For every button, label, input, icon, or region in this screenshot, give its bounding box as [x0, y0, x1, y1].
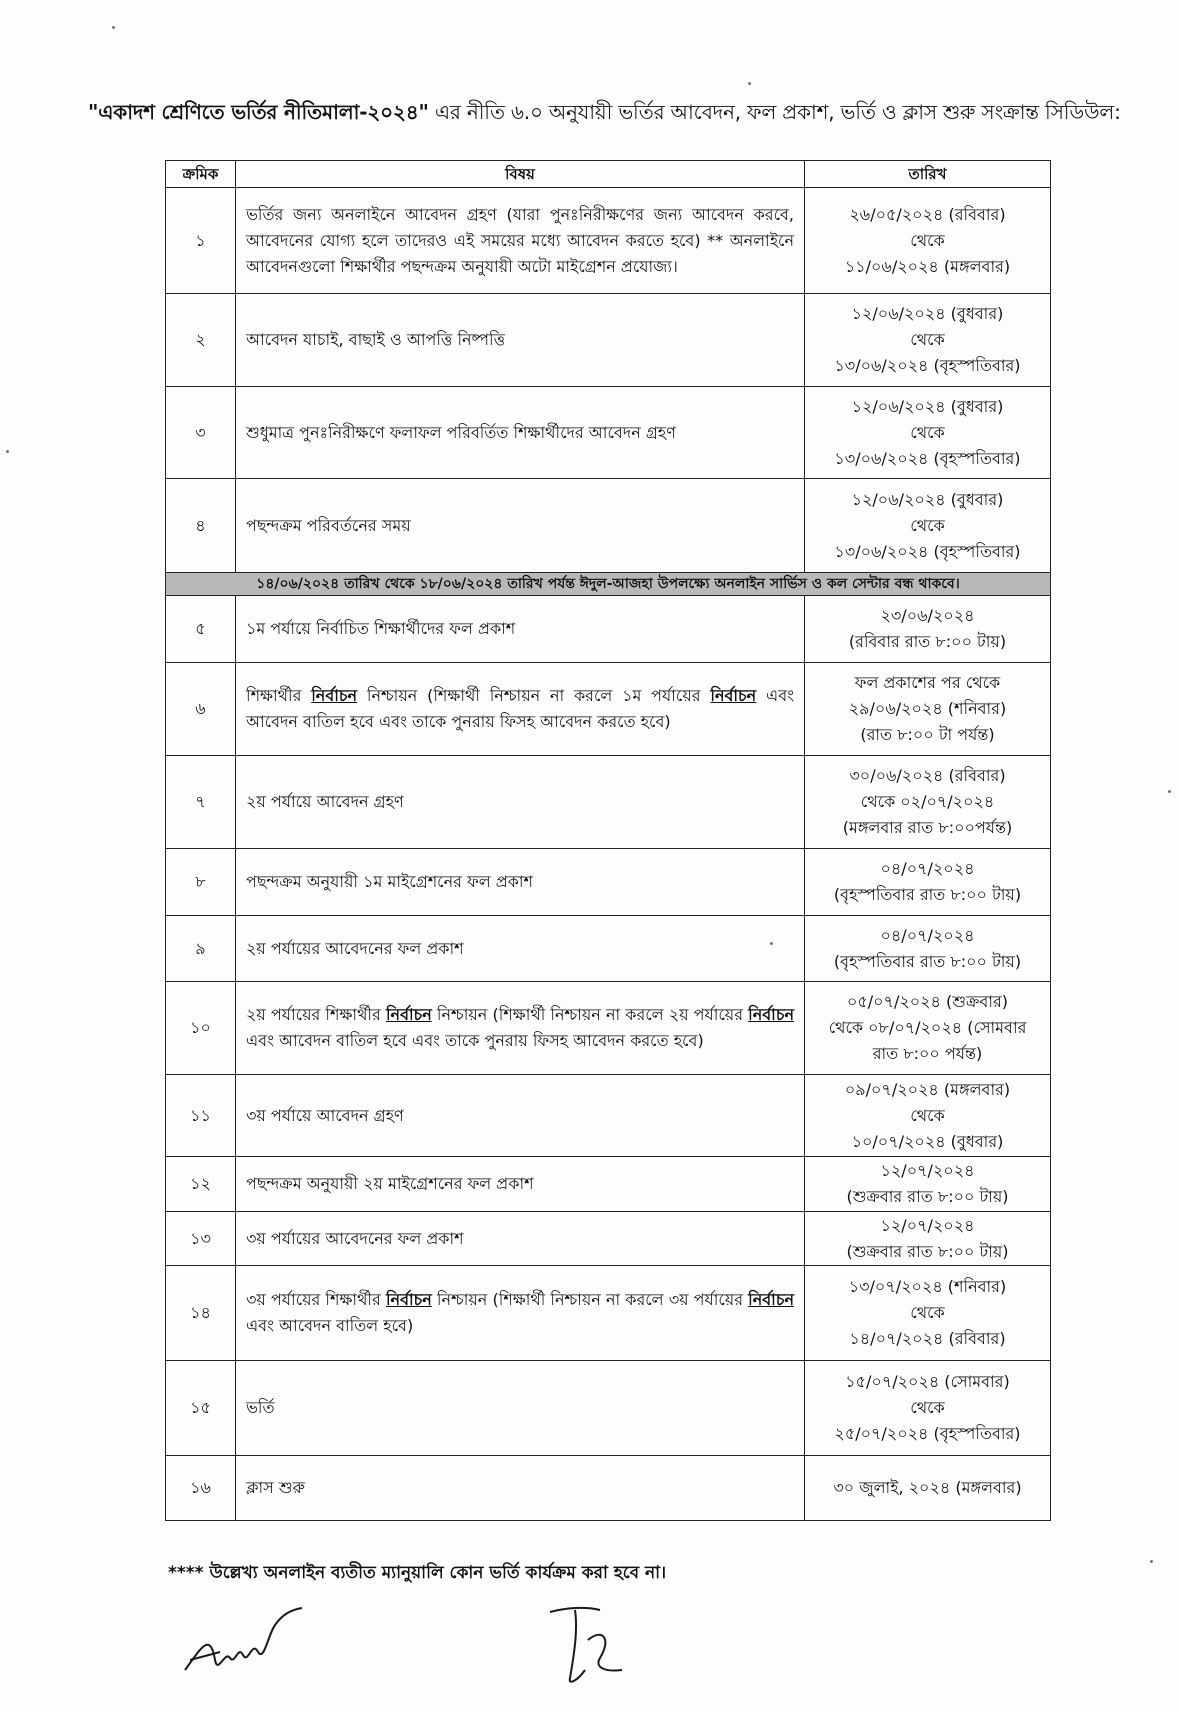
header-date: তারিখ [805, 161, 1051, 188]
emphasized-term: নির্বাচন [385, 1290, 432, 1309]
subject-text: ২য় পর্যায়ের শিক্ষার্থীর [246, 1005, 386, 1024]
date-cell [805, 479, 1051, 573]
table-row [166, 596, 1051, 663]
emphasized-term: নির্বাচন [710, 686, 757, 705]
subject-cell: পছন্দক্রম অনুযায়ী ২য় মাইগ্রেশনের ফল প্রকাশ [236, 1157, 805, 1212]
date-line: ১৪/০৭/২০২৪ (রবিবার) [849, 1329, 1006, 1348]
subject-cell [236, 982, 805, 1075]
date-line: ২৬/০৫/২০২৪ (রবিবার) [849, 204, 1006, 224]
date-line: ১৩/০৬/২০২৪ (বৃহস্পতিবার) [834, 448, 1021, 468]
date-cell [805, 387, 1051, 479]
date-cell [805, 188, 1051, 294]
serial-cell: ১২ [166, 1157, 236, 1212]
rows-before-notice [166, 188, 1051, 573]
table-row [166, 479, 1051, 573]
date-line: থেকে [910, 422, 945, 442]
subject-cell: আবেদন যাচাই, বাছাই ও আপত্তি নিষ্পত্তি [236, 294, 805, 387]
subject-cell: পছন্দক্রম অনুযায়ী ১ম মাইগ্রেশনের ফল প্রকাশ [236, 849, 805, 916]
scan-speck [1150, 1560, 1153, 1563]
date-line: রাত ৮:০০ পর্যন্ত) [872, 1044, 983, 1063]
table-row [166, 663, 1051, 756]
date-cell [805, 1456, 1051, 1521]
date-line: ১০/০৭/২০২৪ (বুধবার) [851, 1131, 1004, 1151]
table-row [166, 1075, 1051, 1157]
date-cell [805, 1212, 1051, 1266]
table-row [166, 756, 1051, 849]
date-line: (শুক্রবার রাত ৮:০০ টায়) [846, 1187, 1009, 1206]
serial-cell: ১ [166, 188, 236, 294]
date-line: (শুক্রবার রাত ৮:০০ টায়) [846, 1241, 1009, 1261]
table-row [166, 188, 1051, 294]
subject-cell: ১ম পর্যায়ে নির্বাচিত শিক্ষার্থীদের ফল প্রকাশ [236, 596, 805, 663]
header-subject: বিষয় [236, 161, 805, 188]
serial-cell: ১১ [166, 1075, 236, 1157]
subject-cell: ভর্তির জন্য অনলাইনে আবেদন গ্রহণ (যারা পুনঃনিরীক্ষণের জন্য আবেদন করবে, আবেদনের যোগ্য হলে তাদেরও এই সময়ের মধ্যে আবেদন করতে হবে) ** অনলাইনে আবেদনগুলো শিক্ষার্থীর পছন্দক্রম অনুযায়ী অটো মাইগ্রেশন প্রযোজ্য। [236, 188, 805, 294]
subject-cell: ক্লাস শুরু [236, 1456, 805, 1521]
subject-text: এবং আবেদন বাতিল হবে) [246, 1316, 414, 1335]
date-line: ৩০/০৬/২০২৪ (রবিবার) [849, 766, 1006, 785]
subject-cell [236, 1266, 805, 1361]
date-line: ১১/০৬/২০২৪ (মঙ্গলবার) [844, 256, 1011, 276]
subject-cell: ৩য় পর্যায়ে আবেদন গ্রহণ [236, 1075, 805, 1157]
subject-text: ৩য় পর্যায়ের শিক্ষার্থীর [246, 1290, 386, 1309]
signature-right [540, 1600, 630, 1690]
header-serial: ক্রমিক [166, 161, 236, 188]
date-line: ০৫/০৭/২০২৪ (শুক্রবার) [846, 992, 1009, 1011]
date-line: ২৫/০৭/২০২৪ (বৃহস্পতিবার) [834, 1424, 1021, 1443]
table-row [166, 387, 1051, 479]
table-row [166, 1157, 1051, 1212]
notice-section [166, 573, 1051, 596]
serial-cell: ৩ [166, 387, 236, 479]
date-line: ১২/০৭/২০২৪ [880, 1215, 975, 1235]
heading-policy-title: "একাদশ শ্রেণিতে ভর্তির নীতিমালা-২০২৪" [88, 100, 429, 124]
serial-cell: ৮ [166, 849, 236, 916]
serial-cell: ২ [166, 294, 236, 387]
scan-speck [6, 450, 9, 453]
table-row [166, 1212, 1051, 1266]
date-line: (রাত ৮:০০ টা পর্যন্ত) [860, 725, 995, 744]
date-line: ২৩/০৬/২০২৪ [880, 606, 975, 625]
serial-cell: ৪ [166, 479, 236, 573]
date-line: ১৫/০৭/২০২৪ (সোমবার) [845, 1372, 1010, 1391]
date-line: (মঙ্গলবার রাত ৮:০০পর্যন্ত) [842, 818, 1013, 837]
date-cell [805, 663, 1051, 756]
subject-text: এবং আবেদন বাতিল হবে এবং তাকে পুনরায় ফিসহ আবেদন করতে হবে) [246, 1031, 704, 1050]
subject-cell: ভর্তি [236, 1361, 805, 1456]
date-cell [805, 916, 1051, 982]
date-cell [805, 1075, 1051, 1157]
emphasized-term: নির্বাচন [748, 1005, 794, 1024]
date-line: থেকে [910, 330, 945, 349]
date-line: থেকে [910, 1105, 945, 1125]
serial-cell: ১৩ [166, 1212, 236, 1266]
date-line: ৩০ জুলাই, ২০২৪ (মঙ্গলবার) [833, 1478, 1022, 1497]
date-line: থেকে [910, 1398, 945, 1417]
table-row [166, 982, 1051, 1075]
serial-cell: ১৪ [166, 1266, 236, 1361]
document-heading [88, 98, 1121, 126]
date-line: ০৯/০৭/২০২৪ (মঙ্গলবার) [844, 1079, 1011, 1099]
date-line: থেকে [910, 515, 945, 535]
date-cell [805, 982, 1051, 1075]
table-row [166, 294, 1051, 387]
scan-speck [112, 26, 115, 29]
date-line: থেকে ০৮/০৭/২০২৪ (সোমবার [828, 1018, 1027, 1037]
date-line: ২৯/০৬/২০২৪ (শনিবার) [848, 699, 1007, 718]
subject-cell: ৩য় পর্যায়ের আবেদনের ফল প্রকাশ [236, 1212, 805, 1266]
serial-cell: ১৫ [166, 1361, 236, 1456]
holiday-notice: ১৪/০৬/২০২৪ তারিখ থেকে ১৮/০৬/২০২৪ তারিখ পর্যন্ত ঈদুল-আজহা উপলক্ষ্যে অনলাইন সার্ভিস ও কল সেন্টার বন্ধ থাকবে। [166, 573, 1051, 596]
rows-after-notice [166, 596, 1051, 1521]
date-cell [805, 596, 1051, 663]
date-line: ০৪/০৭/২০২৪ [880, 925, 975, 945]
date-cell [805, 294, 1051, 387]
date-line: ১২/০৭/২০২৪ [880, 1161, 975, 1180]
scan-speck [770, 942, 773, 945]
serial-cell: ৯ [166, 916, 236, 982]
date-cell [805, 756, 1051, 849]
serial-cell: ৫ [166, 596, 236, 663]
footnote: **** উল্লেখ্য অনলাইন ব্যতীত ম্যানুয়ালি কোন ভর্তি কার্যক্রম করা হবে না। [168, 1563, 667, 1583]
table-row [166, 1266, 1051, 1361]
date-line: ১২/০৬/২০২৪ (বুধবার) [851, 489, 1004, 509]
subject-text: নিশ্চায়ন (শিক্ষার্থী নিশ্চায়ন না করলে ১ম পর্যায়ের [357, 686, 711, 705]
date-line: ০৪/০৭/২০২৪ [880, 859, 975, 878]
table-row [166, 916, 1051, 982]
holiday-notice-row [166, 573, 1051, 596]
date-cell [805, 1157, 1051, 1212]
subject-cell: ২য় পর্যায়ে আবেদন গ্রহণ [236, 756, 805, 849]
date-cell [805, 1361, 1051, 1456]
date-line: থেকে [910, 1303, 945, 1322]
subject-cell: ২য় পর্যায়ের আবেদনের ফল প্রকাশ [236, 916, 805, 982]
date-line: থেকে [910, 230, 945, 250]
date-line: (রবিবার রাত ৮:০০ টায়) [848, 632, 1007, 651]
date-line: (বৃহস্পতিবার রাত ৮:০০ টায়) [833, 951, 1022, 971]
serial-cell: ১০ [166, 982, 236, 1075]
scan-speck [1168, 790, 1171, 793]
date-cell [805, 849, 1051, 916]
serial-cell: ৭ [166, 756, 236, 849]
table-row [166, 849, 1051, 916]
admission-schedule-table [165, 160, 1051, 1521]
serial-cell: ১৬ [166, 1456, 236, 1521]
date-line: ফল প্রকাশের পর থেকে [854, 673, 1001, 692]
emphasized-term: নির্বাচন [311, 686, 358, 705]
subject-text: নিশ্চায়ন (শিক্ষার্থী নিশ্চায়ন না করলে ৩য় পর্যায়ের [431, 1290, 749, 1309]
date-line: ১২/০৬/২০২৪ (বুধবার) [851, 304, 1004, 323]
emphasized-term: নির্বাচন [748, 1290, 794, 1309]
date-line: ১৩/০৬/২০২৪ (বৃহস্পতিবার) [834, 356, 1021, 375]
date-line: (বৃহস্পতিবার রাত ৮:০০ টায়) [833, 885, 1022, 904]
table-row [166, 1361, 1051, 1456]
date-cell [805, 1266, 1051, 1361]
serial-cell: ৬ [166, 663, 236, 756]
signature-left [180, 1590, 310, 1680]
date-line: থেকে ০২/০৭/২০২৪ [860, 792, 995, 811]
date-line: ১৩/০৬/২০২৪ (বৃহস্পতিবার) [834, 541, 1021, 561]
heading-description: এর নীতি ৬.০ অনুযায়ী ভর্তির আবেদন, ফল প্রকাশ, ভর্তি ও ক্লাস শুরু সংক্রান্ত সিডিউল: [428, 100, 1121, 124]
subject-cell: শুধুমাত্র পুনঃনিরীক্ষণে ফলাফল পরিবর্তিত শিক্ষার্থীদের আবেদন গ্রহণ [236, 387, 805, 479]
emphasized-term: নির্বাচন [385, 1005, 432, 1024]
subject-cell: পছন্দক্রম পরিবর্তনের সময় [236, 479, 805, 573]
date-line: ১৩/০৭/২০২৪ (শনিবার) [848, 1277, 1007, 1296]
subject-cell [236, 663, 805, 756]
table-header-row [166, 161, 1051, 188]
scan-speck [748, 82, 751, 85]
date-line: ১২/০৬/২০২৪ (বুধবার) [851, 396, 1004, 416]
subject-text: নিশ্চায়ন (শিক্ষার্থী নিশ্চায়ন না করলে ২য় পর্যায়ের [431, 1005, 749, 1024]
subject-text: শিক্ষার্থীর [246, 686, 312, 705]
table-row [166, 1456, 1051, 1521]
subject-text: এবং আবেদন বাতিল হবে এবং তাকে পুনরায় ফিসহ আবেদন করতে হবে) [246, 686, 795, 731]
